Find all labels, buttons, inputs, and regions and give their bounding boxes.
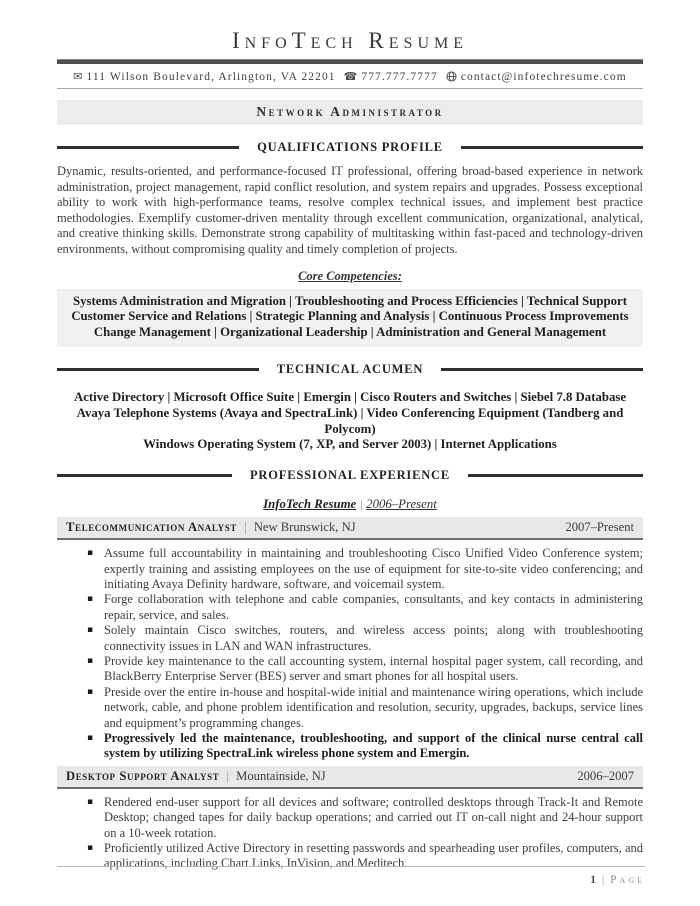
section-heading-label: TECHNICAL ACUMEN [276,361,424,376]
bullet-text: Rendered end-user support for all devices and software; controlled desktops through Track-It and Remote Desktop; changed tapes for daily backup operations; and carried out IT on-call night and 24-hour support on a 10-week rotation. [104,794,643,840]
heading-rule-right [461,146,643,149]
mail-icon: ✉ [73,70,83,83]
page-label: Page [610,874,645,886]
heading-rule-right [468,474,643,477]
competency-line: Systems Administration and Migration | Troubleshooting and Process Efficiencies | Technical Support [73,293,627,308]
globe-icon [446,71,457,82]
bullet-text: Progressively led the maintenance, troubleshooting, and support of the clinical nurse central call system by utilizing SpectraLink wireless phone system and Emergin. [104,731,643,761]
qualifications-paragraph: Dynamic, results-oriented, and performance-focused IT professional, offering broad-based experience in network administration, project management, rapid conflict resolution, and system repairs and upgrades. Possess exceptional ability to work with high-performance teams, resolve complex technical issues, and implement best practice methodologies. Exemplify customer-driven mentality through excellent communication, organizational, analytical, and creative thinking skills. Demonstrate strong capability of multitasking within fast-paced and technology-driven environments, without compromising quality and timely completion of projects. [57,164,643,256]
contact-email: contact@infotechresume.com [460,71,627,83]
footer-separator: | [601,874,605,886]
phone-icon: ☎ [343,70,358,83]
job-title-group [66,769,326,784]
bullet-text: Proficiently utilized Active Directory in resetting passwords and spearheading user profiles, computers, and applications, including Chart Links, InVision, and Meditech. [104,841,643,871]
job-bullet [87,592,643,623]
job-dates: 2006–2007 [577,768,634,783]
job-bullet [87,546,643,592]
page-footer [57,866,645,888]
section-heading-technical-acumen [57,362,643,377]
section-heading-qualifications [57,140,643,155]
role-banner: Network Administrator [57,100,643,125]
company-name: InfoTech Resume [263,497,357,512]
company-line [57,497,643,512]
job-separator: | [226,768,229,783]
page-number: 1 [590,874,596,886]
job-title-group [66,520,356,535]
job-bullet [87,685,643,731]
job-title: Desktop Support Analyst [66,768,220,783]
heading-rule-right [441,368,643,371]
job-location: Mountainside, NJ [236,768,326,783]
job-bullet [87,623,643,654]
competency-line: Customer Service and Relations | Strategic Planning and Analysis | Continuous Process Improvements [71,309,629,324]
core-competencies-box [57,289,643,347]
section-heading-label: QUALIFICATIONS PROFILE [257,140,443,154]
heading-rule-left [57,474,232,477]
resume-title: InfoTech Resume [231,28,469,53]
heading-rule-left [57,146,239,149]
job-separator: | [244,520,247,535]
technical-line: Windows Operating System (7, XP, and Server 2003) | Internet Applications [143,437,557,452]
technical-line: Active Directory | Microsoft Office Suite | Emergin | Cisco Routers and Switches | Siebel 7.8 Database [73,389,627,404]
job-header-telecommunication-analyst [57,517,643,540]
job-bullet-list [57,795,643,872]
contact-phone: 777.777.7777 [361,71,438,83]
section-heading-professional-experience [57,468,643,483]
competency-line: Change Management | Organizational Leadership | Administration and General Management [93,325,607,340]
company-separator: | [359,497,363,512]
job-dates: 2007–Present [565,520,634,535]
technical-acumen-list [57,390,643,453]
core-competencies-label: Core Competencies: [298,268,402,283]
job-bullet-list [57,546,643,762]
bullet-text: Forge collaboration with telephone and cable companies, consultants, and key contacts in administering repair, service, and sales. [104,592,643,622]
contact-address: 111 Wilson Boulevard, Arlington, VA 22201 [86,71,336,83]
job-bullet-highlighted [87,731,643,762]
bullet-text: Provide key maintenance to the call accounting system, internal hospital pager system, call recording, and BlackBerry Enterprise Server (BES) server and smart phones for all hospital users. [104,653,643,684]
bullet-text: Preside over the entire in-house and hospital-wide initial and maintenance wiring operations, which include network, cable, and phone problem identification and resolution, security, upgrades, backups, service lines and equipment’s programming changes. [104,684,643,730]
bullet-text: Solely maintain Cisco switches, routers, and wireless access points; along with troubleshooting connectivity issues in LAN and WAN infrastructures. [104,623,643,653]
job-title: Telecommunication Analyst [66,520,237,535]
job-bullet [87,654,643,685]
job-location: New Brunswick, NJ [253,520,356,535]
bullet-text: Assume full accountability in maintaining and troubleshooting Cisco Unified Video Conference system; expertly training and assisting employees on the use of equipment for site-to-site video conferencing; and initiating Avaya Definity hardware, software, and voicemail system. [104,546,643,591]
job-bullet [87,795,643,841]
job-header-desktop-support-analyst [57,766,643,789]
heading-rule-left [57,368,259,371]
company-dates: 2006–Present [366,497,437,512]
section-heading-label: PROFESSIONAL EXPERIENCE [249,468,451,483]
contact-line [57,64,643,89]
technical-line: Avaya Telephone Systems (Avaya and SpectraLink) | Video Conferencing Equipment (Tandberg and Polycom) [76,405,624,436]
